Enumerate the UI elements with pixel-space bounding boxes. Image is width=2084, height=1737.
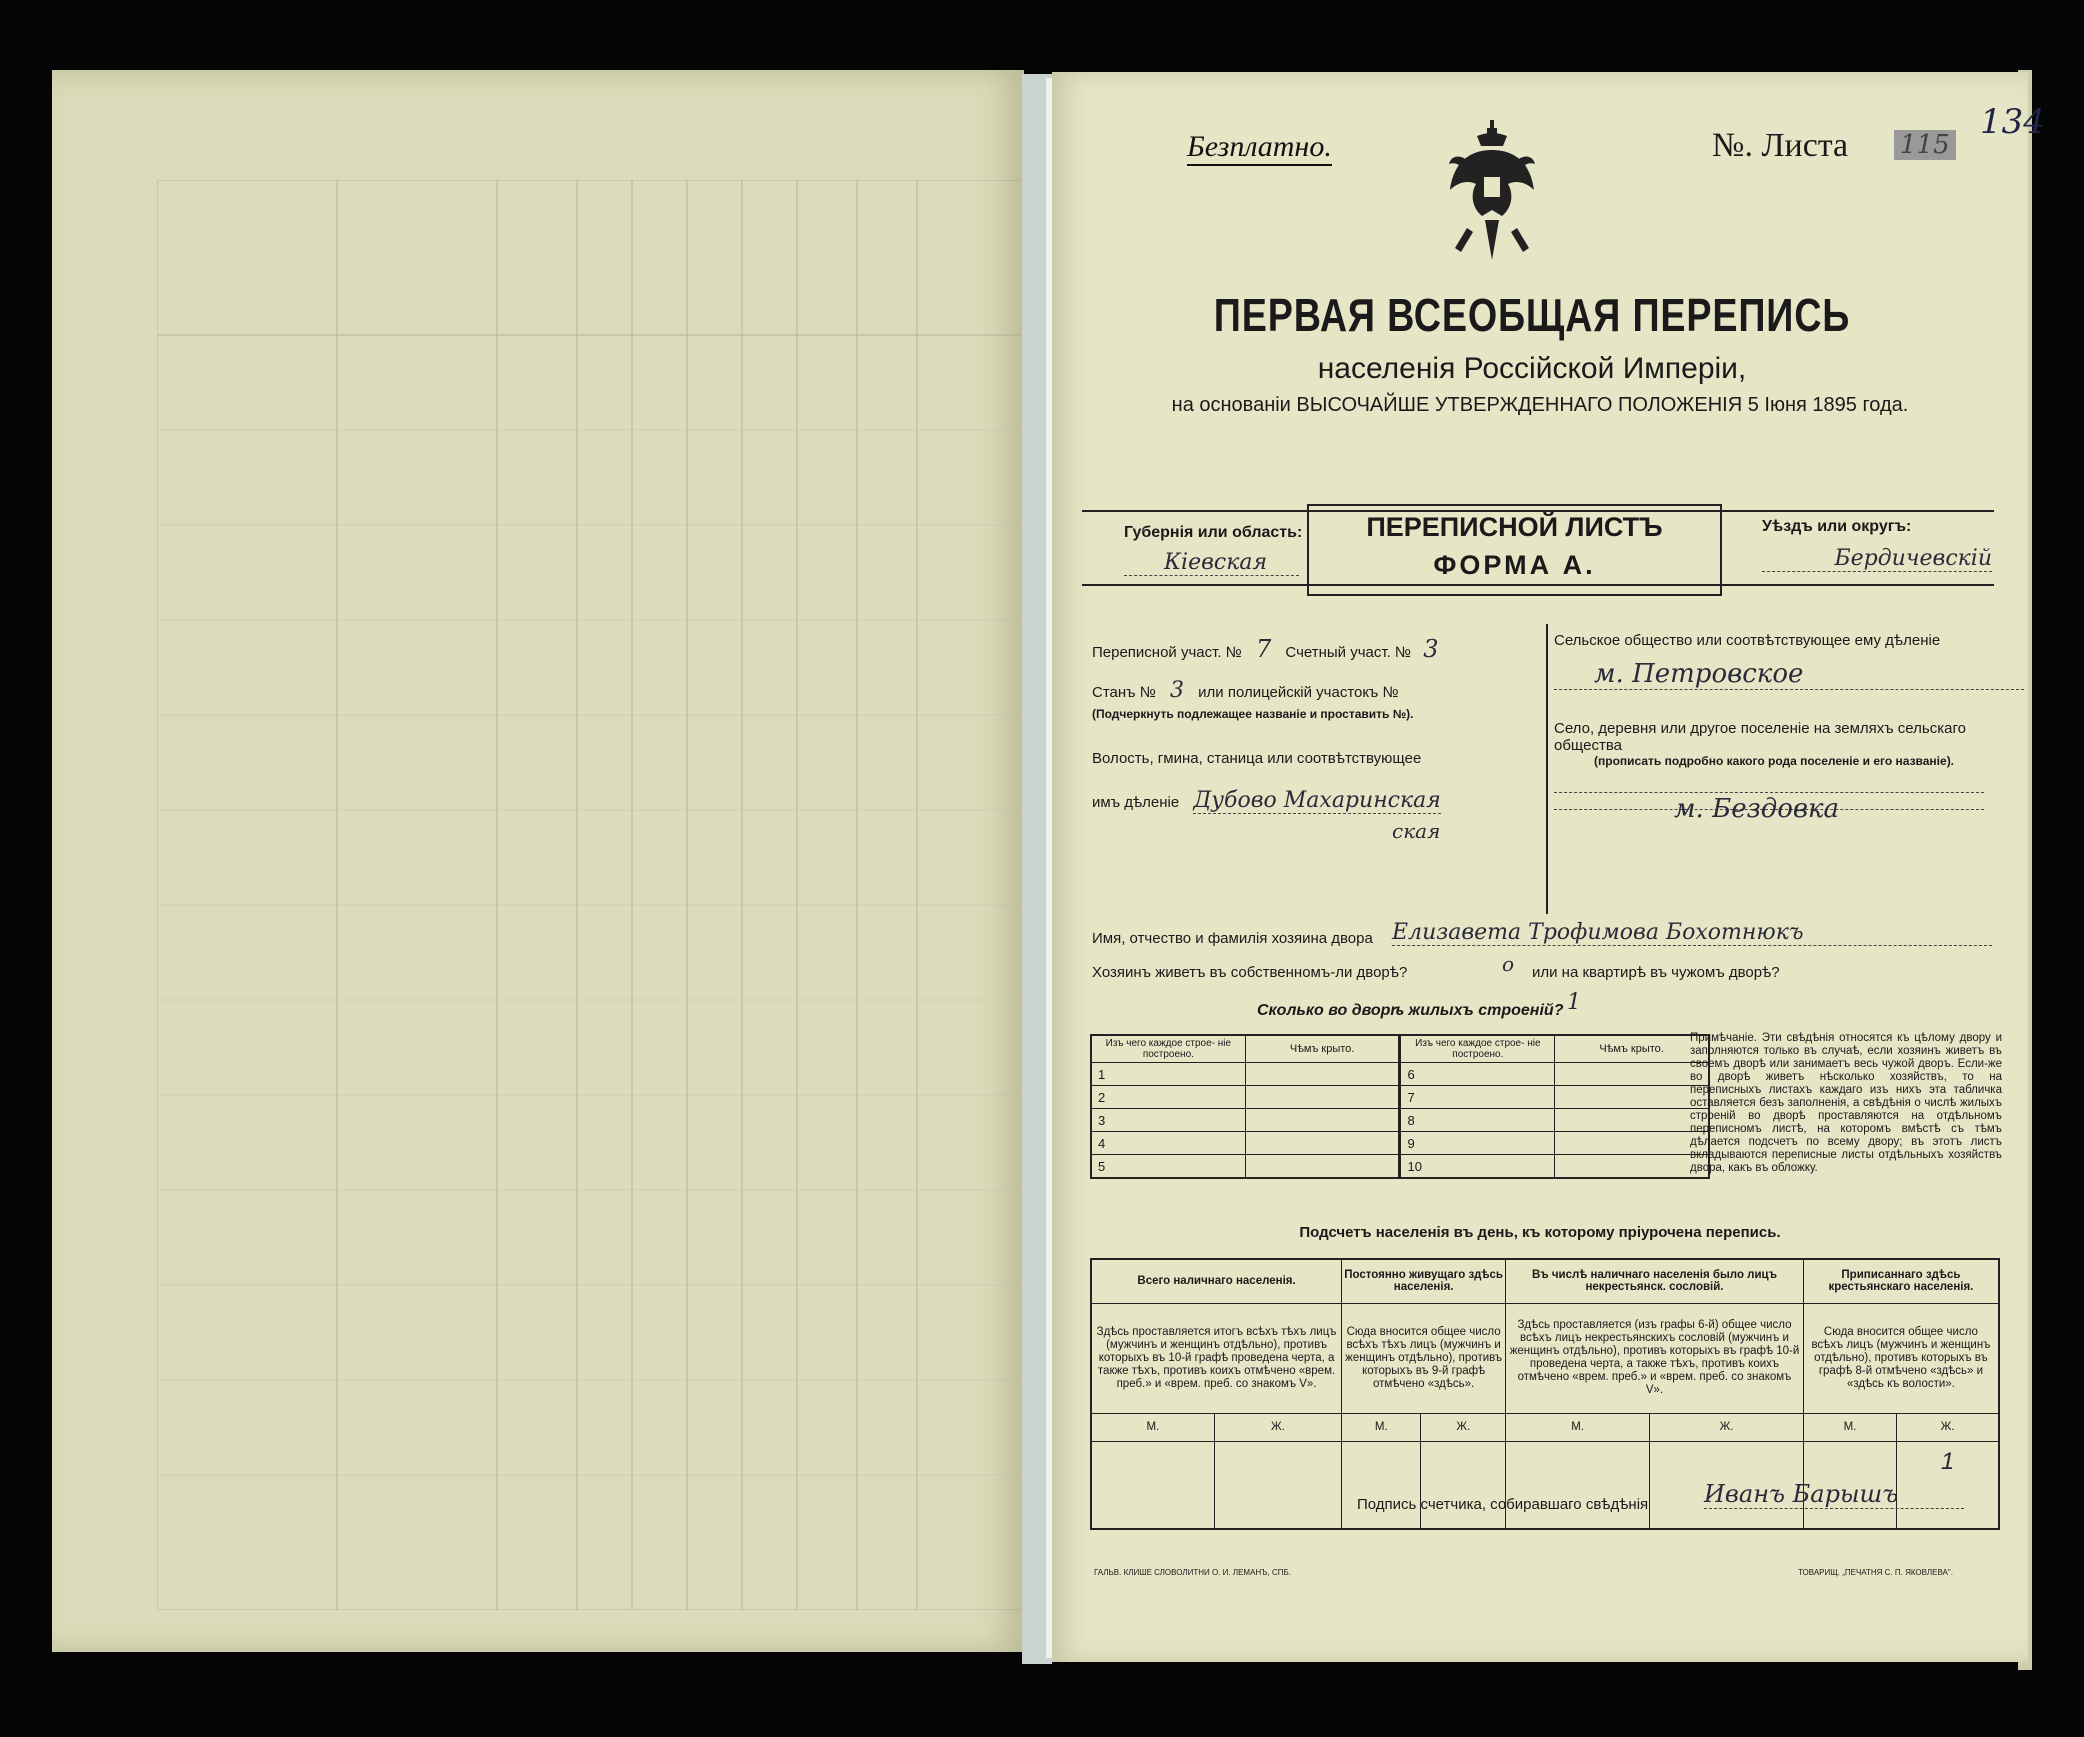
main-title: ПЕРВАЯ ВСЕОБЩАЯ ПЕРЕПИСЬ bbox=[1213, 289, 1851, 341]
settlement-fields bbox=[1464, 632, 2004, 810]
row-number: 9 bbox=[1400, 1132, 1555, 1155]
count-col-desc: Здѣсь проставляется итогъ всѣхъ тѣхъ лицъ (мужчинъ и женщинъ отдѣльно), противъ которыхъ въ 10-й графѣ проведена черта, а также тѣхъ, противъ коихъ отмѣчено «врем. преб.» и «врем. преб. со знакомъ V». bbox=[1091, 1303, 1342, 1413]
buildings-label: Сколько во дворѣ жилыхъ строеній? bbox=[1257, 1002, 1564, 1019]
sheet-number-label: №. Листа bbox=[1712, 127, 1849, 164]
col-material-2: Изъ чего каждое строе- ніе построено. bbox=[1400, 1035, 1555, 1063]
free-label: Безплатно. bbox=[1187, 130, 1332, 166]
volost-label: Волость, гмина, станица или соотвѣтствующее bbox=[1092, 750, 1422, 767]
selo-written-value: м. Бездовка bbox=[1674, 794, 1840, 824]
m-header: М. bbox=[1803, 1413, 1896, 1441]
schet-uchast-value: 3 bbox=[1423, 635, 1439, 663]
selo-line bbox=[1554, 768, 1984, 793]
count-title: Подсчетъ населенія въ день, къ которому пріурочена перепись. bbox=[1299, 1224, 1781, 1241]
selo-label: Село, деревня или другое поселеніе на земляхъ сельскаго общества bbox=[1554, 720, 1966, 754]
row-number: 7 bbox=[1400, 1086, 1555, 1109]
count-col-head: Приписаннаго здѣсь крестьянскаго населенія. bbox=[1803, 1259, 1999, 1303]
row-number: 5 bbox=[1091, 1155, 1245, 1179]
zh-header: Ж. bbox=[1897, 1413, 1999, 1441]
count-col-desc: Здѣсь проставляется (изъ графы 6-й) общее число всѣхъ лицъ некрестьянскихъ сословій (мужчинъ и женщинъ отдѣльно), противъ которыхъ въ графѣ 10-й проведена черта, а также тѣхъ, противъ коихъ отмѣчено «врем. преб.» и «врем. преб. со знакомъ V». bbox=[1506, 1303, 1804, 1413]
signature-label: Подпись счетчика, собиравшаго свѣдѣнія bbox=[1357, 1496, 1649, 1513]
lives-label: Хозяинъ живетъ въ собственномъ-ли дворѣ? bbox=[1092, 964, 1408, 981]
form-letter: ФОРМА А. bbox=[1433, 550, 1596, 580]
district-fields bbox=[1092, 632, 1512, 848]
count-col-desc: Сюда вносится общее число всѣхъ лицъ (мужчинъ и женщинъ отдѣльно), противъ которыхъ въ графѣ 8-й отмѣчено «здѣсь» и «здѣсь къ волости». bbox=[1803, 1303, 1999, 1413]
volost-value: Дубово Махаринская bbox=[1193, 788, 1441, 813]
note-text: Примѣчаніе. Эти свѣдѣнія относятся къ цѣлому двору и заполняются только въ случаѣ, если хозяинъ живетъ въ своемъ дворѣ или занимаетъ весь чужой дворъ. Если-же во дворѣ живетъ нѣсколько хозяйствъ, то на переписныхъ листахъ каждаго изъ нихъ эта табличка оставляется безъ заполненія, а свѣдѣнія о числѣ жилыхъ строеній во дворѣ проставляются на отдѣльномъ переписномъ листѣ, на которомъ вмѣстѣ съ тѣмъ дѣлается подсчетъ по всему двору; въ этотъ листъ вкладываются переписные листы отдѣльныхъ хозяйствъ двора, какъ въ обложку. bbox=[1690, 1032, 2002, 1174]
count-col-head: Всего наличнаго населенія. bbox=[1091, 1259, 1342, 1303]
owner-value: Елизавета Трофимова Бохотнюкъ bbox=[1392, 920, 1992, 946]
buildings-table bbox=[1090, 1034, 1710, 1179]
police-label: или полицейскій участокъ № bbox=[1198, 684, 1399, 701]
col-material: Изъ чего каждое строе- ніе построено. bbox=[1091, 1035, 1245, 1063]
schet-uchast-label: Счетный участ. № bbox=[1285, 644, 1412, 661]
volost-value-continued: ская bbox=[1392, 819, 1441, 843]
stan-label: Станъ № bbox=[1092, 684, 1156, 701]
perepis-uchast-value: 7 bbox=[1255, 635, 1272, 663]
zh-header: Ж. bbox=[1421, 1413, 1506, 1441]
m-header: М. bbox=[1506, 1413, 1650, 1441]
m-header: М. bbox=[1091, 1413, 1214, 1441]
uezd-label: Уѣздъ или округъ: bbox=[1762, 518, 1912, 535]
gubernia-value: Кіевская bbox=[1124, 550, 1299, 576]
owner-label: Имя, отчество и фамилія хозяина двора bbox=[1092, 930, 1373, 947]
selskoe-value: м. Петровское bbox=[1554, 649, 2024, 690]
printer-right: ТОВАРИЩ. „ПЕЧАТНЯ С. П. ЯКОВЛЕВА". bbox=[1798, 1568, 1953, 1577]
table-row bbox=[1091, 1063, 1709, 1086]
volost-label-2: имъ дѣленіе bbox=[1092, 794, 1180, 811]
col-roof: Чѣмъ крыто. bbox=[1245, 1035, 1400, 1063]
uezd-value: Бердичевскій bbox=[1762, 546, 1992, 572]
women-count-value: 1 bbox=[1897, 1441, 1999, 1529]
count-col-head: Въ числѣ наличнаго населенія было лицъ некрестьянск. сословій. bbox=[1506, 1259, 1804, 1303]
selo-note: (прописать подробно какого рода поселеніе и его названіе). bbox=[1594, 754, 1955, 768]
lives-value: о bbox=[1502, 952, 1515, 976]
subtitle: населенія Россійской Имперіи, bbox=[1317, 352, 1747, 385]
or-rent-label: или на квартирѣ въ чужомъ дворѣ? bbox=[1532, 964, 1780, 981]
signature-value: Иванъ Барышъ bbox=[1704, 1480, 1964, 1509]
printer-left: ГАЛЬВ. КЛИШЕ СЛОВОЛИТНИ О. И. ЛЕМАНЪ, СПБ. bbox=[1094, 1568, 1291, 1577]
table-row bbox=[1091, 1086, 1709, 1109]
count-col-desc: Сюда вносится общее число всѣхъ тѣхъ лицъ (мужчинъ и женщинъ отдѣльно), противъ которыхъ въ 9-й графѣ отмѣчено «здѣсь». bbox=[1342, 1303, 1506, 1413]
m-header: М. bbox=[1342, 1413, 1421, 1441]
buildings-value: 1 bbox=[1567, 990, 1581, 1015]
row-number: 3 bbox=[1091, 1109, 1245, 1132]
gubernia-label: Губернія или область: bbox=[1124, 524, 1303, 541]
archive-page-number: 134 bbox=[1980, 102, 2045, 142]
stan-value: 3 bbox=[1169, 678, 1184, 703]
form-title: ПЕРЕПИСНОЙ ЛИСТЪ bbox=[1366, 512, 1663, 542]
col-roof-2: Чѣмъ крыто. bbox=[1555, 1035, 1709, 1063]
row-number: 4 bbox=[1091, 1132, 1245, 1155]
row-number: 2 bbox=[1091, 1086, 1245, 1109]
left-page bbox=[52, 70, 1024, 1652]
legal-basis: на основаніи ВЫСОЧАЙШЕ УТВЕРЖДЕННАГО ПОЛОЖЕНІЯ 5 Іюня 1895 года. bbox=[1171, 394, 1909, 416]
row-number: 6 bbox=[1400, 1063, 1555, 1086]
perepis-uchast-label: Переписной участ. № bbox=[1092, 644, 1242, 661]
row-number: 1 bbox=[1091, 1063, 1245, 1086]
zh-header: Ж. bbox=[1650, 1413, 1804, 1441]
selskoe-label: Сельское общество или соотвѣтствующее ему дѣленіе bbox=[1554, 632, 1941, 649]
count-col-head: Постоянно живущаго здѣсь населенія. bbox=[1342, 1259, 1506, 1303]
table-row bbox=[1091, 1155, 1709, 1179]
table-row bbox=[1091, 1132, 1709, 1155]
table-row bbox=[1091, 1109, 1709, 1132]
row-number: 10 bbox=[1400, 1155, 1555, 1179]
census-form-page bbox=[1052, 72, 2045, 1662]
underline-note: (Подчеркнуть подлежащее названіе и проставить №). bbox=[1092, 707, 1414, 721]
left-page-ruled-grid bbox=[157, 180, 1027, 1610]
double-headed-eagle-emblem bbox=[1447, 120, 1537, 270]
sheet-number-value: 115 bbox=[1894, 130, 1956, 160]
row-number: 8 bbox=[1400, 1109, 1555, 1132]
zh-header: Ж. bbox=[1214, 1413, 1341, 1441]
